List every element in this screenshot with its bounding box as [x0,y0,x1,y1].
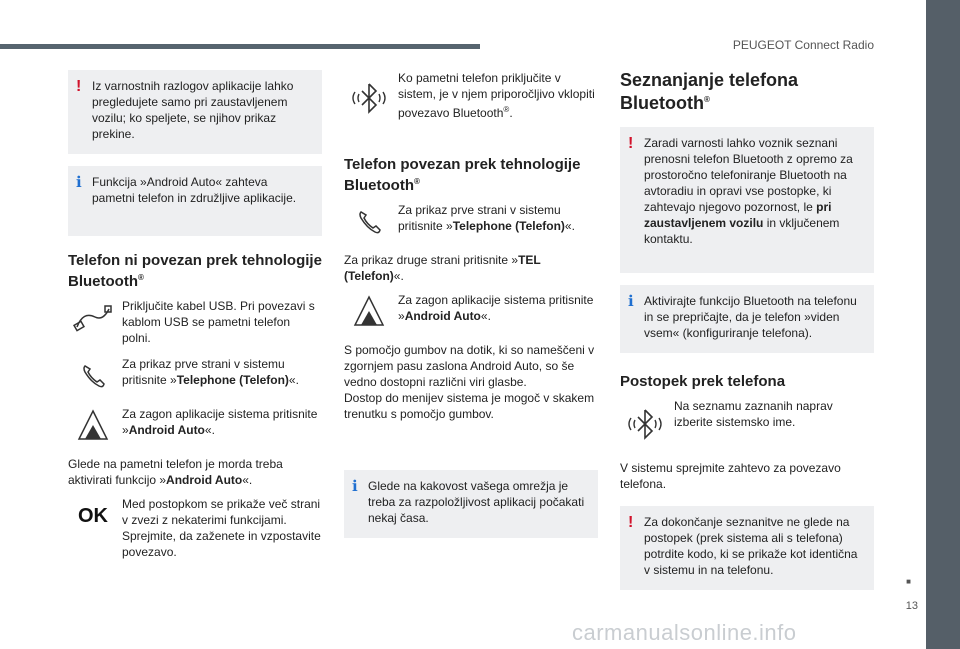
android-auto-row-2 [344,292,598,332]
bluetooth-text: Ko pametni telefon priključite v sistem, je v njem priporočljivo vklopiti povezavo Bluetooth®. [398,71,595,120]
column-2 [344,70,598,550]
warning-text: Iz varnostnih razlogov aplikacije lahko pregledujete samo pri zaustavljenem vozilu; ko speljete, se njihov prikaz prekine. [92,79,294,141]
warning-box [68,70,322,154]
phone-icon [344,202,394,242]
android-auto-icon [68,406,118,446]
warning-box-2 [620,127,874,273]
info-box-2 [344,470,598,538]
warning-box-3 [620,506,874,590]
android-auto-text: Za zagon aplikacije sistema pritisnite »Android Auto«. [122,407,318,437]
info-text-2: Glede na kakovost vašega omrežja je treba za razpoložljivost aplikacij počakati nekaj časa. [368,479,585,525]
top-rule [0,44,480,49]
usb-text: Priključite kabel USB. Pri povezavi s kablom USB se pametni telefon polni. [122,299,315,345]
ok-icon: OK [78,505,108,527]
phone-row-2 [344,202,598,242]
warning-icon: ! [76,78,82,95]
phone-text: Za prikaz prve strani v sistemu pritisnite »Telephone (Telefon)«. [122,357,299,387]
column-3 [620,70,874,602]
info-icon: ℹ [76,174,82,191]
heading-procedure: Postopek prek telefona [620,373,786,390]
warning-icon: ! [628,514,634,531]
bluetooth-icon [620,398,670,450]
watermark: carmanualsonline.info [572,620,797,645]
activate-paragraph: Glede na pametni telefon je morda treba aktivirati funkcijo »Android Auto«. [68,457,283,487]
android-auto-icon [344,292,394,332]
bluetooth-icon [344,70,394,126]
page-number: 13 [905,600,918,612]
tel-paragraph: Za prikaz druge strani pritisnite »TEL (Telefon)«. [344,253,541,283]
warning-text-3: Za dokončanje seznanitve ne glede na postopek (prek sistema ali s telefona) potrdite kodo, ki se prikaže kot identična v sistemu in na telefonu. [644,515,858,577]
heading-not-connected: Telefon ni povezan prek tehnologije Bluetooth® [68,252,322,290]
phone-icon [68,356,118,396]
phone-row [68,356,322,396]
touch-buttons-paragraph: S pomočjo gumbov na dotik, ki so nameščeni v zgornjem pasu zaslona Android Auto, so še vedno dostopni različni viri glasbe. Dostop do menijev sistema je mogoč v skakem trenutku s pomočjo gumbov. [344,343,595,421]
bluetooth-row [344,70,598,126]
heading-connected: Telefon povezan prek tehnologije Bluetooth® [344,156,581,194]
side-band [926,0,960,649]
heading-pairing: Seznanjanje telefona Bluetooth® [620,70,799,113]
bluetooth-row-2 [620,398,874,450]
section-dot: ■ [906,577,911,586]
warning-icon: ! [628,135,634,152]
usb-row [68,298,322,346]
accept-paragraph: V sistemu sprejmite zahtevo za povezavo telefona. [620,461,841,491]
info-icon: ℹ [352,478,358,495]
android-auto-text-2: Za zagon aplikacije sistema pritisnite »Android Auto«. [398,293,594,323]
info-icon: ℹ [628,293,634,310]
bluetooth-text-2: Na seznamu zaznanih naprav izberite sistemsko ime. [674,399,833,429]
phone-text-2: Za prikaz prve strani v sistemu pritisnite »Telephone (Telefon)«. [398,203,575,233]
warning-text-2: Zaradi varnosti lahko voznik seznani prenosni telefon Bluetooth z opremo za prostoročno telefoniranje Bluetooth na avtoradiu in opravi vse postopke, ki zahtevajo njegovo pozornost, le pri zaustavljenem vozilu in vključenem kontaktu. [644,136,853,246]
header-title: PEUGEOT Connect Radio [732,38,874,52]
ok-text: Med postopkom se prikaže več strani v zvezi z nekaterimi funkcijami. Sprejmite, da zaženete in vzpostavite povezavo. [122,497,321,559]
column-1 [68,70,322,570]
info-box-3 [620,285,874,353]
info-box [68,166,322,236]
info-text: Funkcija »Android Auto« zahteva pametni telefon in združljive aplikacije. [92,175,297,205]
usb-cable-icon [68,298,118,338]
ok-row [68,496,322,560]
android-auto-row [68,406,322,446]
info-text-3: Aktivirajte funkcijo Bluetooth na telefonu in se prepričajte, da je telefon »viden vsem« (konfiguriranje telefona). [644,294,857,340]
